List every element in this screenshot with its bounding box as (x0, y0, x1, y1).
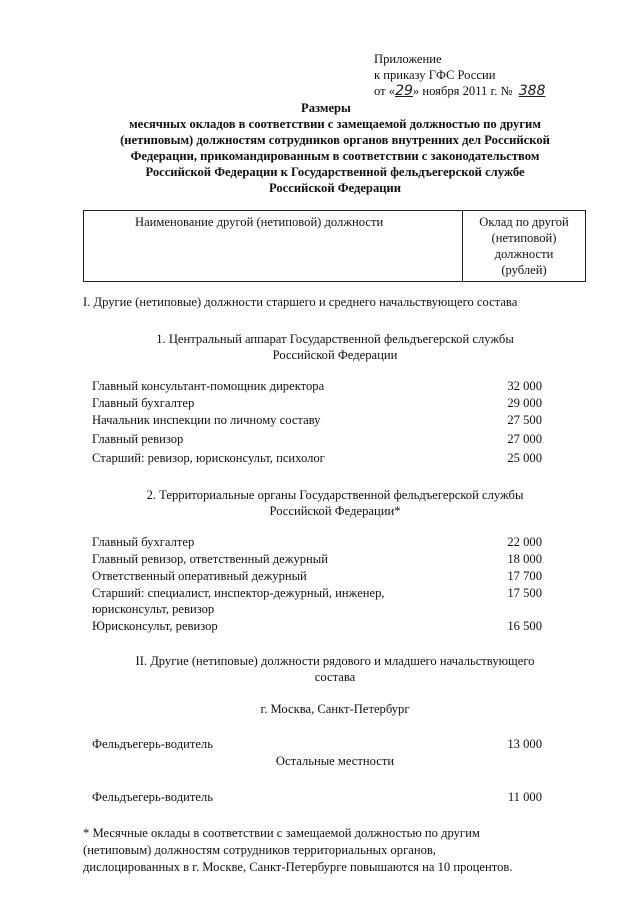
position-name: Главный бухгалтер (92, 396, 195, 410)
title-line-4: Российской Федерации к Государственной фельдъегерской службе (145, 165, 525, 179)
table-row (92, 618, 542, 634)
title-line-1: месячных окладов в соответствии с замещаемой должностью по другим (129, 117, 541, 131)
region-title-other: Остальные местности (275, 754, 395, 768)
table-row (92, 534, 542, 550)
position-name: Главный консультант-помощник директора (92, 379, 325, 393)
salary-value: 25 000 (507, 451, 542, 465)
appendix-line1: Приложение (374, 52, 442, 66)
appendix-line3 (374, 83, 545, 99)
salary-value: 11 000 (507, 790, 542, 804)
position-name: Главный бухгалтер (92, 535, 195, 549)
salary-value: 13 000 (507, 737, 542, 751)
salary-value: 18 000 (507, 552, 542, 566)
position-name: Старший: специалист, инспектор-дежурный, инженер, (92, 586, 385, 600)
table-bottom-border (83, 281, 586, 282)
title-line-5: Российской Федерации (268, 181, 402, 195)
header-col-salary-3: должности (494, 247, 554, 261)
salary-value: 27 000 (507, 432, 542, 446)
position-name: Фельдъегерь-водитель (92, 790, 213, 804)
footnote-line-3: дислоцированных в г. Москве, Санкт-Петербурге повышаются на 10 процентов. (83, 860, 513, 874)
table-row (92, 789, 542, 805)
title-heading: Размеры (301, 101, 351, 115)
table-column-divider (462, 210, 463, 282)
salary-value: 32 000 (507, 379, 542, 393)
footnote-line-2: (нетиповым) должностям сотрудников территориальных органов, (83, 843, 436, 857)
handwritten-day: 29 (395, 83, 413, 99)
section-2-title-line-1: II. Другие (нетиповые) должности рядового и младшего начальствующего (135, 654, 535, 668)
subsection-1-title-line-2: Российской Федерации (272, 348, 398, 362)
table-row (92, 585, 542, 601)
table-row (92, 568, 542, 584)
position-name: Юрисконсульт, ревизор (92, 619, 218, 633)
position-name: Ответственный оперативный дежурный (92, 569, 307, 583)
salary-value: 27 500 (507, 413, 542, 427)
header-col-salary-2: (нетиповой) (491, 231, 557, 245)
subsection-2-title-line-2: Российской Федерации* (269, 504, 401, 518)
position-name: Главный ревизор (92, 432, 184, 446)
position-name: Фельдъегерь-водитель (92, 737, 213, 751)
table-row (92, 395, 542, 411)
position-name: Начальник инспекции по личному составу (92, 413, 321, 427)
table-top-border (83, 210, 586, 211)
appendix-date-prefix: от « (374, 84, 396, 98)
salary-value: 17 500 (507, 586, 542, 600)
table-row (92, 601, 542, 617)
header-col-salary-4: (рублей) (501, 263, 547, 277)
title-line-3: Федерации, прикомандированным в соответствии с законодательством (130, 149, 540, 163)
salary-value: 17 700 (507, 569, 542, 583)
table-row (92, 431, 542, 447)
table-header (83, 210, 586, 282)
position-name: Главный ревизор, ответственный дежурный (92, 552, 328, 566)
footnote-line-1: * Месячные оклады в соответствии с замещаемой должностью по другим (83, 826, 480, 840)
position-name: Старший: ревизор, юрисконсульт, психолог (92, 451, 325, 465)
table-row (92, 378, 542, 394)
table-left-border (83, 210, 84, 282)
position-name: юрисконсульт, ревизор (92, 602, 215, 616)
appendix-date-middle: » ноября 2011 г. № (412, 84, 513, 98)
handwritten-order-number: 388 (518, 83, 546, 99)
table-row (92, 736, 542, 752)
title-line-2: (нетиповым) должностям сотрудников органов внутренних дел Российской (120, 133, 550, 147)
header-col-salary-1: Оклад по другой (479, 215, 569, 229)
table-right-border (585, 210, 586, 282)
section-1-title: I. Другие (нетиповые) должности старшего и среднего начальствующего состава (83, 295, 518, 309)
appendix-line2: к приказу ГФС России (374, 68, 496, 82)
salary-value: 29 000 (507, 396, 542, 410)
table-row (92, 412, 542, 428)
salary-value: 16 500 (507, 619, 542, 633)
salary-value: 22 000 (507, 535, 542, 549)
header-col-name: Наименование другой (нетиповой) должности (135, 215, 384, 229)
table-row (92, 450, 542, 466)
region-title-moscow: г. Москва, Санкт-Петербург (260, 702, 410, 716)
subsection-2-title-line-1: 2. Территориальные органы Государственной фельдъегерской службы (146, 488, 524, 502)
subsection-1-title-line-1: 1. Центральный аппарат Государственной фельдъегерской службы (156, 332, 514, 346)
section-2-title-line-2: состава (314, 670, 356, 684)
table-row (92, 551, 542, 567)
